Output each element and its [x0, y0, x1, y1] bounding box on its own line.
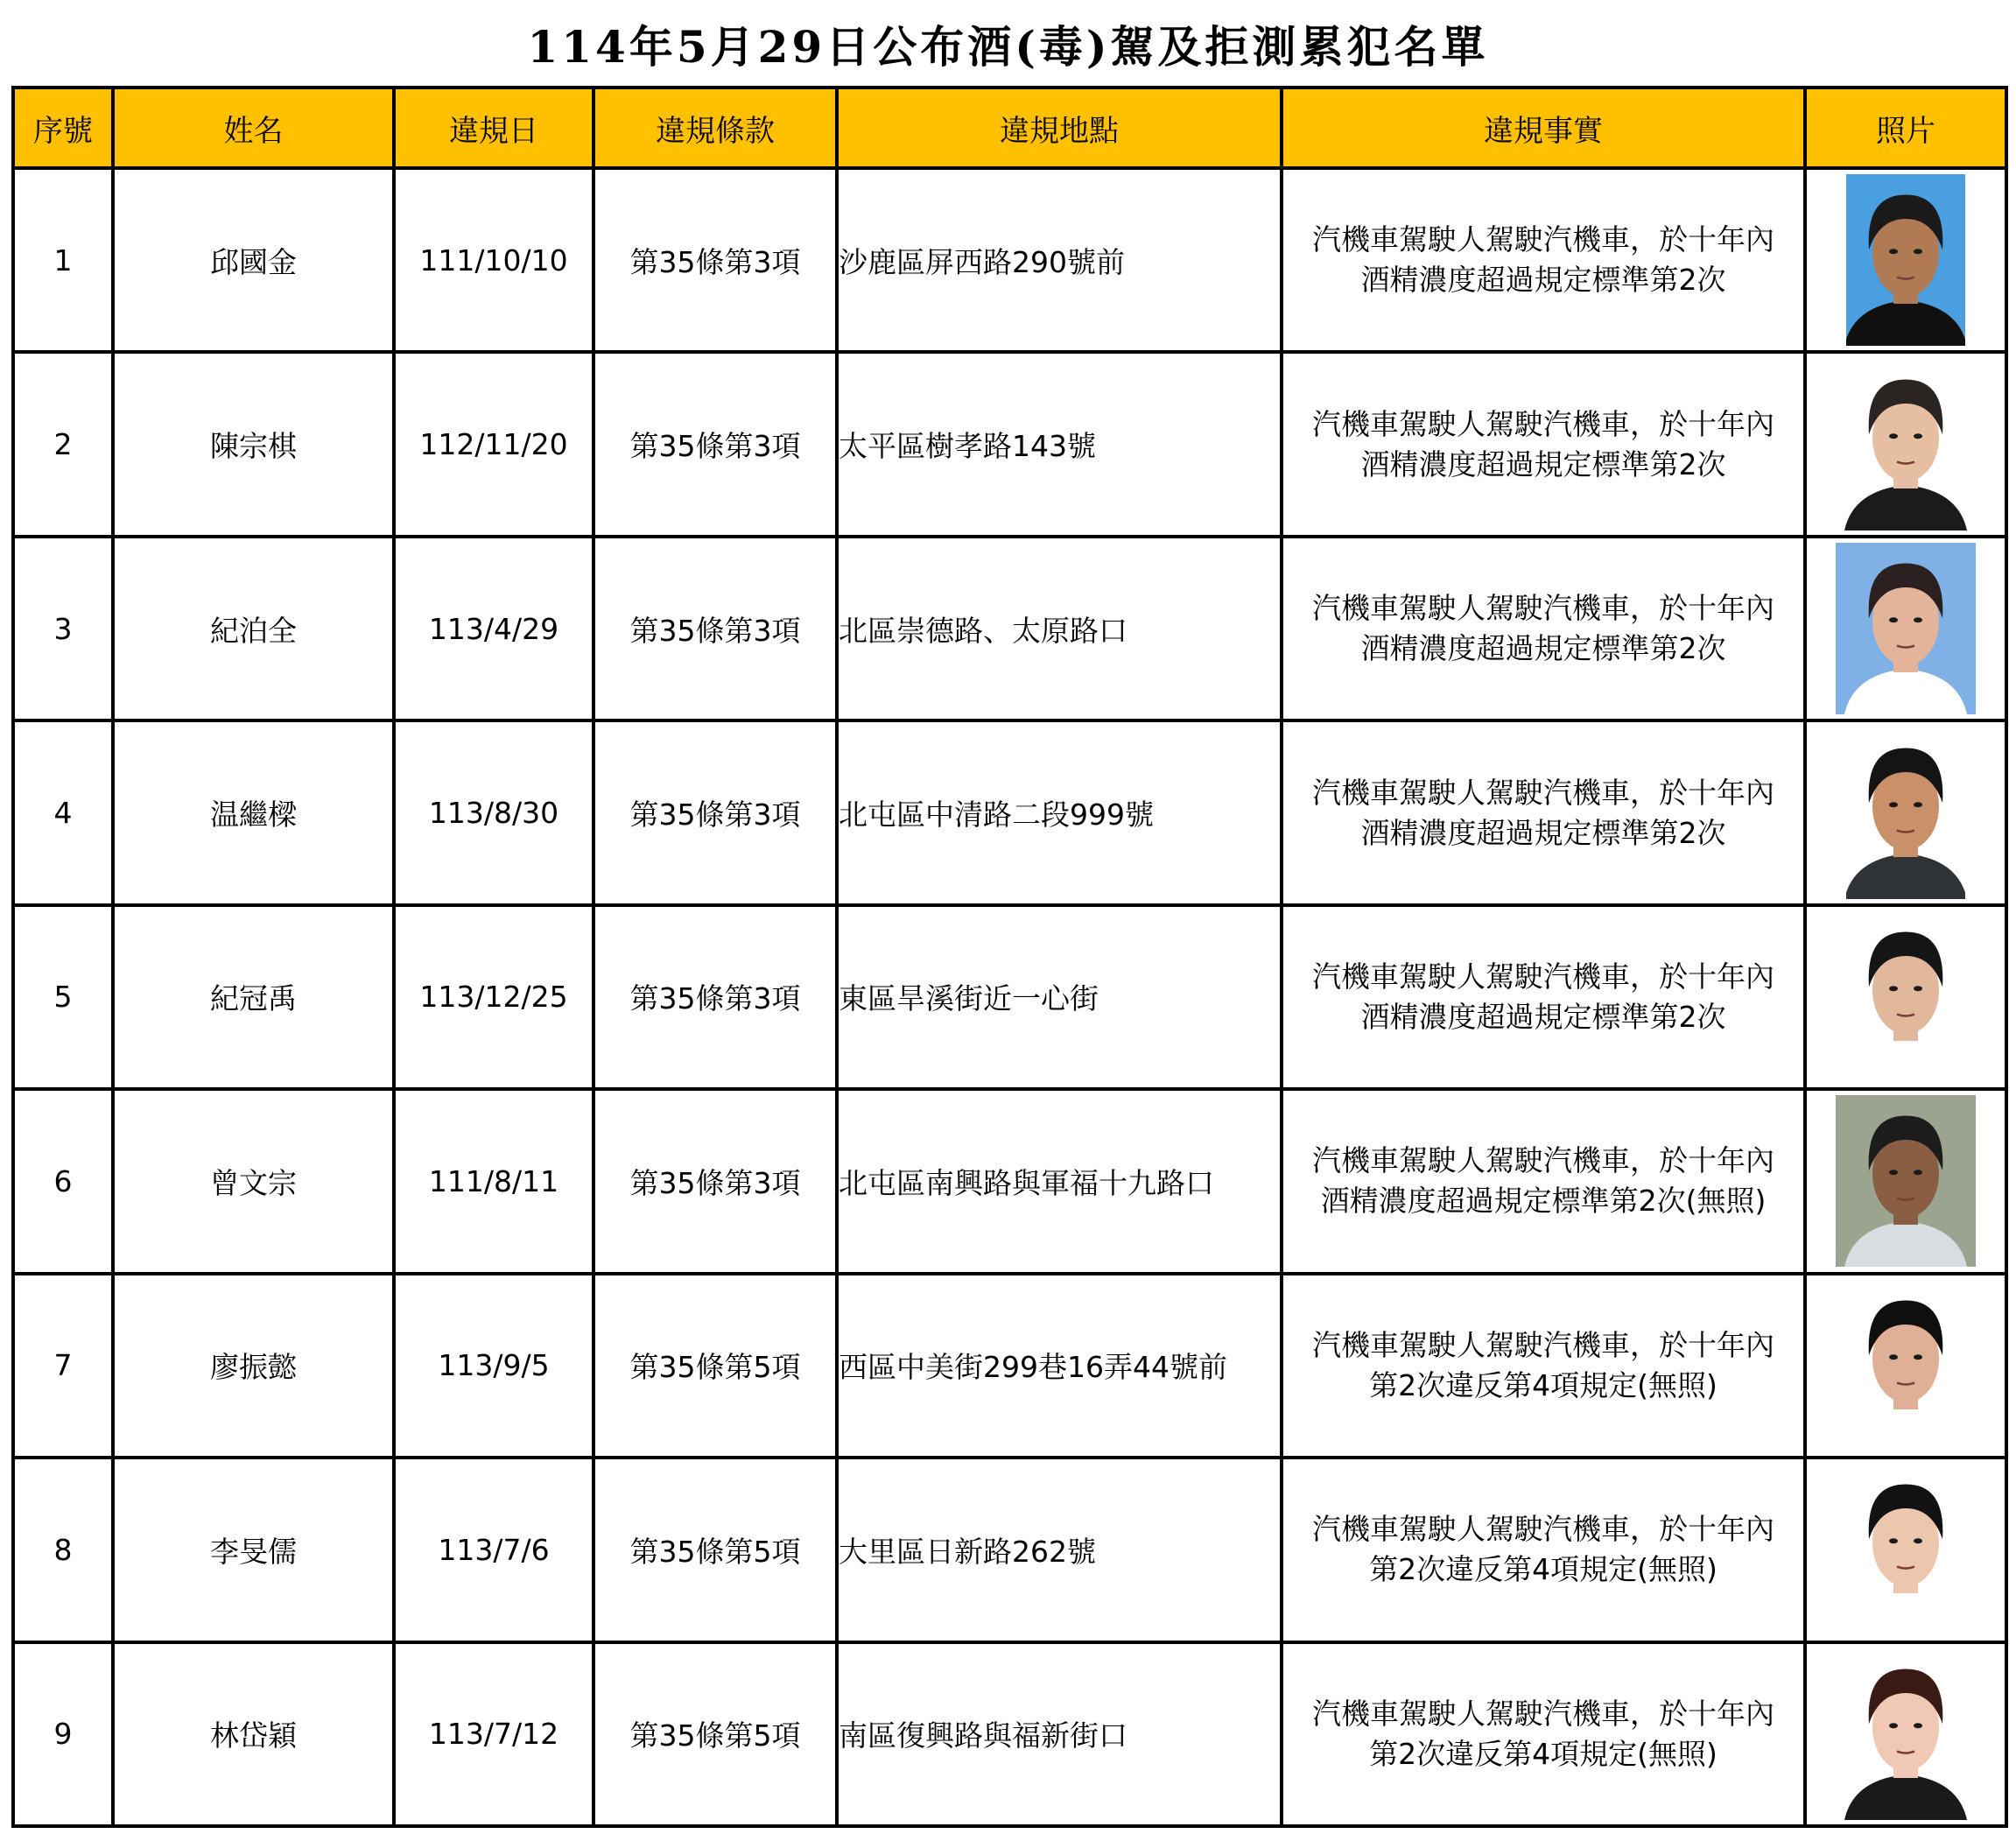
violation-fact-line-2: 第2次違反第4項規定(無照)	[1369, 1552, 1717, 1587]
violation-clause: 第35條第3項	[594, 720, 837, 904]
violation-fact	[1282, 905, 1805, 1089]
violation-fact	[1282, 1458, 1805, 1641]
violation-date: 113/12/25	[394, 905, 594, 1089]
row-index: 9	[13, 1642, 113, 1827]
row-index: 5	[13, 905, 113, 1089]
photo-cell	[1805, 168, 2006, 352]
violation-date: 111/10/10	[394, 168, 594, 352]
violation-date: 113/9/5	[394, 1274, 594, 1458]
photo-cell	[1805, 352, 2006, 536]
table-row	[13, 1274, 2006, 1458]
page-title: 114年5月29日公布酒(毒)駕及拒測累犯名單	[527, 21, 1489, 73]
violation-date: 113/7/6	[394, 1458, 594, 1641]
photo-cell	[1805, 905, 2006, 1089]
violation-fact	[1282, 352, 1805, 536]
violation-fact	[1282, 1274, 1805, 1458]
violation-location: 西區中美街299巷16弄44號前	[837, 1274, 1282, 1458]
violation-fact-line-2: 酒精濃度超過規定標準第2次(無照)	[1320, 1184, 1767, 1219]
row-index: 2	[13, 352, 113, 536]
violation-fact-line-1: 汽機車駕駛人駕駛汽機車，於十年內	[1312, 406, 1774, 441]
table-row	[13, 352, 2006, 536]
violation-date: 113/8/30	[394, 720, 594, 904]
violation-fact-line-1: 汽機車駕駛人駕駛汽機車，於十年內	[1312, 1696, 1774, 1731]
violation-fact-line-2: 第2次違反第4項規定(無照)	[1369, 1736, 1717, 1771]
violation-fact-line-1: 汽機車駕駛人駕駛汽機車，於十年內	[1312, 959, 1774, 994]
violation-fact	[1282, 720, 1805, 904]
violation-clause: 第35條第3項	[594, 1089, 837, 1273]
offender-photo	[1855, 911, 1956, 1083]
violation-date: 113/4/29	[394, 537, 594, 720]
header-fact: 違規事實	[1282, 88, 1805, 168]
violation-fact-line-2: 酒精濃度超過規定標準第2次	[1360, 263, 1726, 298]
photo-cell	[1805, 1089, 2006, 1273]
offender-photo	[1836, 1095, 1976, 1267]
table-row	[13, 1458, 2006, 1641]
offender-name: 温繼樑	[113, 720, 394, 904]
offender-name: 邱國金	[113, 168, 394, 352]
violation-fact-line-1: 汽機車駕駛人駕駛汽機車，於十年內	[1312, 222, 1774, 257]
row-index: 6	[13, 1089, 113, 1273]
violation-clause: 第35條第3項	[594, 905, 837, 1089]
table-row	[13, 905, 2006, 1089]
violation-clause: 第35條第5項	[594, 1642, 837, 1827]
violation-location: 沙鹿區屏西路290號前	[837, 168, 1282, 352]
offender-photo	[1843, 1280, 1969, 1451]
violation-fact	[1282, 1089, 1805, 1273]
header-index: 序號	[13, 88, 113, 168]
violation-fact-line-1: 汽機車駕駛人駕駛汽機車，於十年內	[1312, 591, 1774, 626]
offender-photo	[1846, 174, 1965, 346]
violation-fact-line-1: 汽機車駕駛人駕駛汽機車，於十年內	[1312, 1327, 1774, 1362]
offender-name: 曾文宗	[113, 1089, 394, 1273]
table-row	[13, 537, 2006, 720]
offender-photo	[1836, 543, 1976, 714]
row-index: 1	[13, 168, 113, 352]
table-row	[13, 720, 2006, 904]
offender-photo	[1846, 727, 1965, 899]
offender-name: 林岱穎	[113, 1642, 394, 1827]
photo-cell	[1805, 537, 2006, 720]
header-photo: 照片	[1805, 88, 2006, 168]
violation-location: 北屯區中清路二段999號	[837, 720, 1282, 904]
violation-fact	[1282, 168, 1805, 352]
header-row	[13, 88, 2006, 168]
violation-clause: 第35條第3項	[594, 537, 837, 720]
photo-cell	[1805, 1458, 2006, 1641]
violation-clause: 第35條第5項	[594, 1274, 837, 1458]
offender-photo	[1843, 359, 1969, 531]
offender-name: 廖振懿	[113, 1274, 394, 1458]
violation-date: 112/11/20	[394, 352, 594, 536]
offender-name: 李旻儒	[113, 1458, 394, 1641]
row-index: 4	[13, 720, 113, 904]
row-index: 3	[13, 537, 113, 720]
violation-fact	[1282, 1642, 1805, 1827]
violation-fact-line-2: 第2次違反第4項規定(無照)	[1369, 1367, 1717, 1402]
photo-cell	[1805, 1274, 2006, 1458]
offender-photo	[1859, 1464, 1952, 1635]
photo-cell	[1805, 1642, 2006, 1827]
violation-fact-line-1: 汽機車駕駛人駕駛汽機車，於十年內	[1312, 1143, 1774, 1178]
offender-photo	[1836, 1648, 1976, 1820]
table-row	[13, 1089, 2006, 1273]
table-row	[13, 1642, 2006, 1827]
row-index: 8	[13, 1458, 113, 1641]
violation-location: 南區復興路與福新街口	[837, 1642, 1282, 1827]
violation-fact-line-2: 酒精濃度超過規定標準第2次	[1360, 446, 1726, 481]
offender-name: 紀冠禹	[113, 905, 394, 1089]
header-name: 姓名	[113, 88, 394, 168]
offender-name: 紀泊全	[113, 537, 394, 720]
violation-location: 太平區樹孝路143號	[837, 352, 1282, 536]
violation-location: 北區崇德路、太原路口	[837, 537, 1282, 720]
row-index: 7	[13, 1274, 113, 1458]
header-location: 違規地點	[837, 88, 1282, 168]
violation-location: 北屯區南興路與軍福十九路口	[837, 1089, 1282, 1273]
violation-date: 113/7/12	[394, 1642, 594, 1827]
violation-date: 111/8/11	[394, 1089, 594, 1273]
violation-location: 大里區日新路262號	[837, 1458, 1282, 1641]
violation-fact	[1282, 537, 1805, 720]
violation-location: 東區旱溪街近一心街	[837, 905, 1282, 1089]
header-clause: 違規條款	[594, 88, 837, 168]
offender-name: 陳宗棋	[113, 352, 394, 536]
violation-fact-line-1: 汽機車駕駛人駕駛汽機車，於十年內	[1312, 1512, 1774, 1547]
violation-fact-line-2: 酒精濃度超過規定標準第2次	[1360, 631, 1726, 666]
violation-fact-line-2: 酒精濃度超過規定標準第2次	[1360, 999, 1726, 1034]
violation-clause: 第35條第3項	[594, 168, 837, 352]
violation-fact-line-2: 酒精濃度超過規定標準第2次	[1360, 815, 1726, 850]
photo-cell	[1805, 720, 2006, 904]
violation-clause: 第35條第5項	[594, 1458, 837, 1641]
header-date: 違規日	[394, 88, 594, 168]
violation-fact-line-1: 汽機車駕駛人駕駛汽機車，於十年內	[1312, 775, 1774, 810]
offender-table	[11, 86, 2008, 1828]
violation-clause: 第35條第3項	[594, 352, 837, 536]
table-row	[13, 168, 2006, 352]
